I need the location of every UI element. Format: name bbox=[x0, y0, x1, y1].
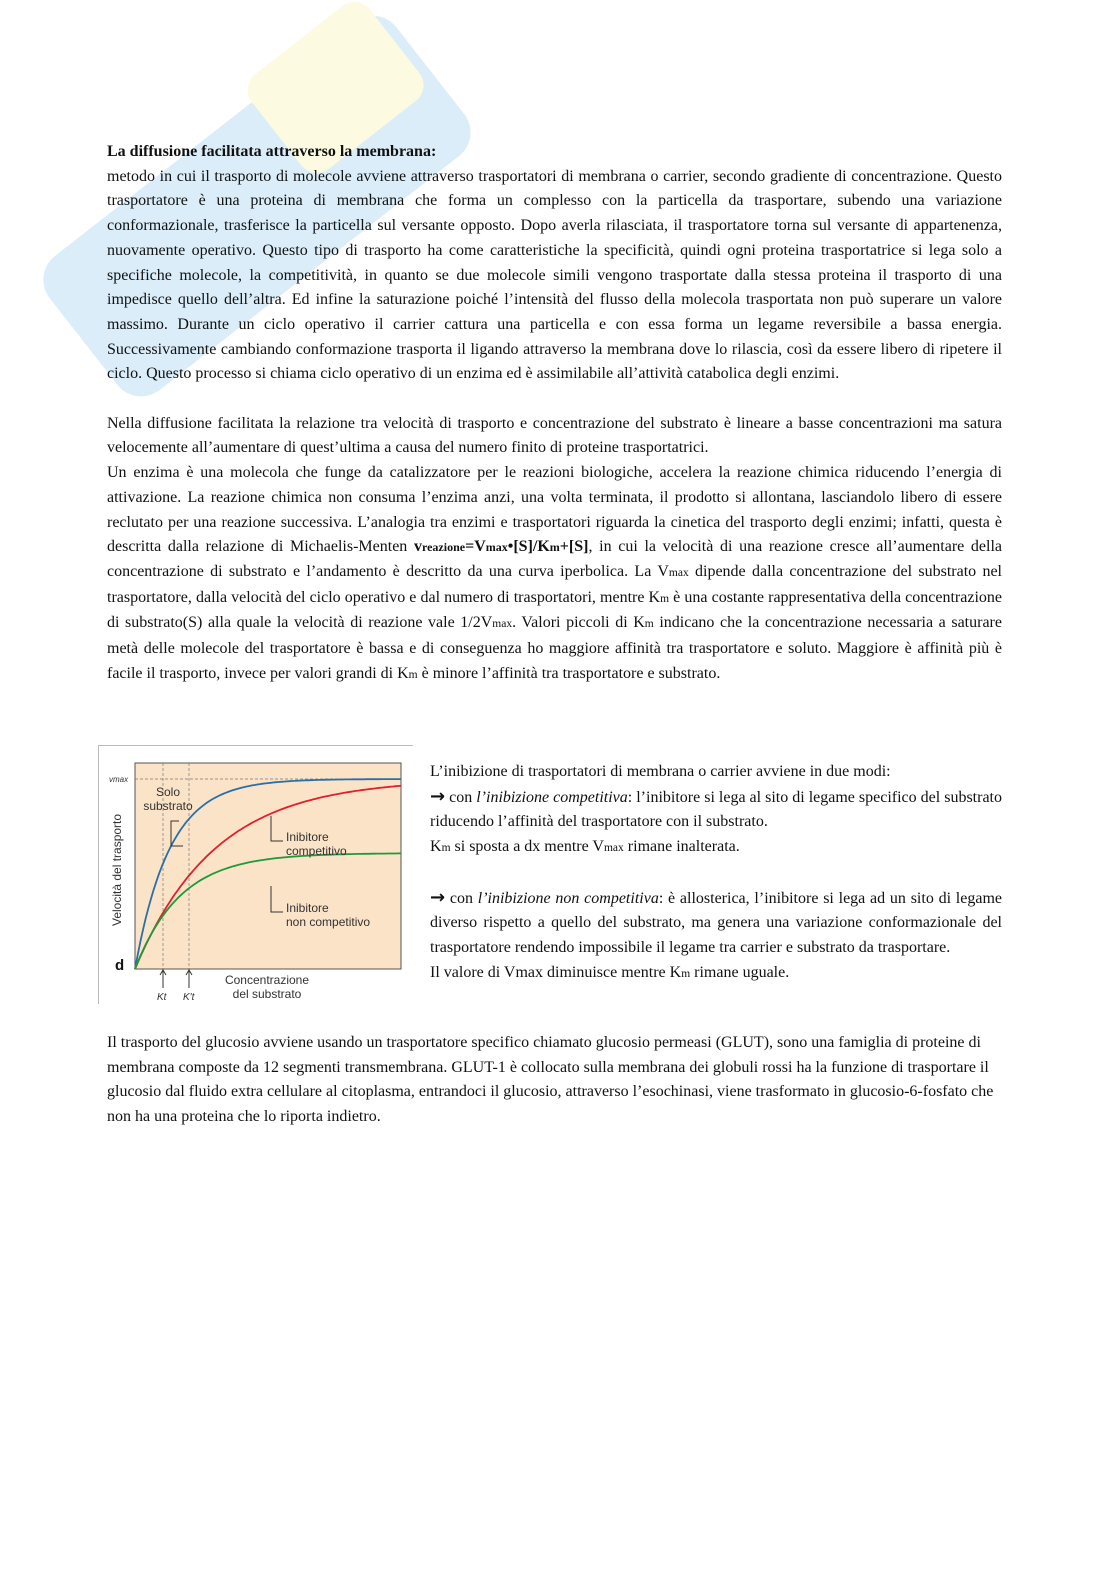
panel-letter: d bbox=[115, 957, 125, 974]
text-run: l’inibizione non competitiva bbox=[477, 889, 659, 907]
paragraph bbox=[430, 785, 1002, 835]
text-run: K bbox=[430, 838, 442, 856]
section-heading: La diffusione facilitata attraverso la membrana: bbox=[107, 143, 437, 160]
text-run: m bbox=[644, 618, 654, 631]
text-run: Il valore di Vmax diminuisce mentre K bbox=[430, 963, 682, 981]
x-label-2: del substrato bbox=[232, 987, 302, 1001]
paragraph bbox=[107, 1031, 1002, 1130]
text-run: +[S] bbox=[559, 538, 589, 556]
text-run: rimane uguale. bbox=[690, 963, 790, 981]
text-run: Nella diffusione facilitata la relazione tra velocità di trasporto e concentrazione del substrato è lineare a basse concentrazioni ma satura velocemente all’aumentare di quest’ultima a causa del numero finito di proteine trasportatrici. bbox=[107, 414, 1002, 457]
k1-label: Kt bbox=[157, 992, 167, 1003]
arrow-right-icon: → bbox=[430, 886, 446, 908]
text-run: m bbox=[660, 592, 670, 605]
text-run: è una costante rappresentativa della concentrazione di substrato(S) alla quale la velocità di reazione vale 1/2V bbox=[107, 588, 1002, 632]
text-run: con bbox=[445, 889, 478, 907]
label-inibitore-comp: Inibitore bbox=[286, 830, 329, 844]
label-substrato: substrato bbox=[143, 799, 193, 813]
text-run: : è allosterica, l’inibitore si lega ad un sito di legame diverso rispetto a quello del substrato, ma genera una variazione conformazionale del trasportatore rendendo impossibile il legame tra carrier e substrato da trasportare. bbox=[430, 889, 1003, 956]
text-run: rimane inalterata. bbox=[623, 838, 740, 856]
paragraph bbox=[430, 886, 1002, 961]
inhibition-text bbox=[430, 760, 1002, 986]
text-run: m bbox=[441, 842, 451, 855]
arrow-right-icon: → bbox=[430, 785, 446, 807]
y-axis-label: Velocità del trasporto bbox=[110, 813, 124, 926]
text-run: metodo in cui il trasporto di molecole avviene attraverso trasportatori di membrana o carrier, secondo gradiente di concentrazione. Questo trasportatore è una proteina di membrana che forma un complesso con la particella da trasportare, subendo una variazione conformazionale, trasferisce la particella sul versante opposto. Dopo averla rilasciata, il trasportatore torna sul versante di appartenenza, nuovamente operativo. Questo tipo di trasporto ha come caratteristiche la specificità, quindi ogni proteina trasportatrice si lega solo a specifiche molecole, la competitività, in quanto se due molecole simili vengono trasportate dalla stessa proteina il trasporto di una impedisce quello dell’altra. Ed infine la saturazione poiché l’intensità del flusso della molecola trasportata non può superare un valore massimo. Durante un ciclo operativo il carrier cattura una particella e con essa forma un legame reversibile a bassa energia. Successivamente cambiando conformazione trasporta il ligando attraverso la membrana dove lo rilascia, così da essere libero di ripetere il ciclo. Questo processo si chiama ciclo operativo di un enzima ed è assimilabile all’attività catabolica degli enzimi. bbox=[107, 167, 1002, 383]
text-run: indicano che la concentrazione necessaria a saturare metà delle molecole del trasportatore è bassa e di conseguenza ho maggiore affinità tra trasportatore e soluto. Maggiore è affinità più è facile il trasporto, invece per valori grandi di K bbox=[107, 614, 1002, 682]
text-run: si sposta a dx mentre V bbox=[450, 838, 604, 856]
text-run: m bbox=[681, 967, 691, 980]
paragraph bbox=[430, 760, 1002, 785]
text-run: m bbox=[549, 540, 560, 555]
text-run: : l’inibitore si lega al sito di legame specifico del substrato riducendo l’affinità del trasportatore con il substrato. bbox=[430, 788, 1002, 831]
paragraph bbox=[107, 461, 1002, 687]
text-run: max bbox=[603, 842, 624, 855]
text-run: Il trasporto del glucosio avviene usando un trasportatore specifico chiamato glucosio permeasi (GLUT), sono una famiglia di proteine di membrana composte da 12 segmenti transmembrana. GLUT-1 è collocato sulla membrana dei globuli rossi ha la funzione di trasportare il glucosio dal fluido extra cellulare al citoplasma, entrandoci il glucosio, attraverso l’esochinasi, viene trasformato in glucosio-6-fosfato che non ha una proteina che lo riporta indietro. bbox=[107, 1034, 994, 1126]
text-run: è minore l’affinità tra trasportatore e substrato. bbox=[417, 664, 721, 682]
text-run: l’inibizione competitiva bbox=[476, 788, 628, 806]
text-run: m bbox=[408, 668, 418, 681]
label-competitivo: competitivo bbox=[286, 844, 347, 858]
text-run: dipende dalla concentrazione del substrato nel trasportatore, dalla velocità del ciclo operativo e dal numero di trasportatori, mentre K bbox=[107, 562, 1003, 606]
label-solo: Solo bbox=[155, 785, 181, 799]
text-run: L’inibizione di trasportatori di membrana o carrier avviene in due modi: bbox=[430, 763, 891, 780]
kinetics-figure bbox=[98, 745, 413, 1004]
text-run: v bbox=[413, 538, 422, 556]
paragraph bbox=[430, 835, 1002, 861]
paragraph bbox=[430, 961, 1002, 987]
x-label-1: Concentrazione bbox=[224, 973, 310, 987]
text-run: con bbox=[445, 788, 477, 806]
label-non-competitivo: non competitivo bbox=[286, 915, 371, 929]
text-run: . Valori piccoli di K bbox=[512, 614, 645, 632]
paragraph bbox=[107, 165, 1002, 387]
paragraph-gap bbox=[107, 387, 1002, 412]
text-run: reazione bbox=[421, 540, 466, 555]
text-run: max bbox=[492, 618, 513, 631]
vmax-label: vmax bbox=[109, 775, 129, 784]
k2-label: K't bbox=[183, 992, 195, 1003]
text-run: =V bbox=[465, 538, 486, 556]
text-run: Un enzima è una molecola che funge da catalizzatore per le reazioni biologiche, accelera la reazione chimica riducendo l’energia di attivazione. La reazione chimica non consuma l’enzima anzi, una volta terminata, il prodotto si allontana, lasciandolo libero di essere reclutato per una reazione successiva. L’analogia tra enzimi e trasportatori riguarda la cinetica del trasporto degli enzimi; infatti, questa è descritta dalla relazione di Michaelis-Menten bbox=[107, 464, 1002, 556]
paragraph bbox=[107, 412, 1002, 461]
paragraph-gap bbox=[430, 861, 1002, 886]
text-run: max bbox=[485, 540, 508, 555]
main-text bbox=[107, 140, 1002, 687]
glucose-text bbox=[107, 1031, 1002, 1130]
text-run: max bbox=[668, 566, 689, 579]
text-run: , in cui la velocità di una reazione cresce all’aumentare della concentrazione di substrato e l’andamento è descritto da una curva iperbolica. La V bbox=[107, 538, 1003, 580]
label-inibitore-noncomp: Inibitore bbox=[286, 901, 329, 915]
text-run: •[S]/K bbox=[507, 538, 550, 556]
